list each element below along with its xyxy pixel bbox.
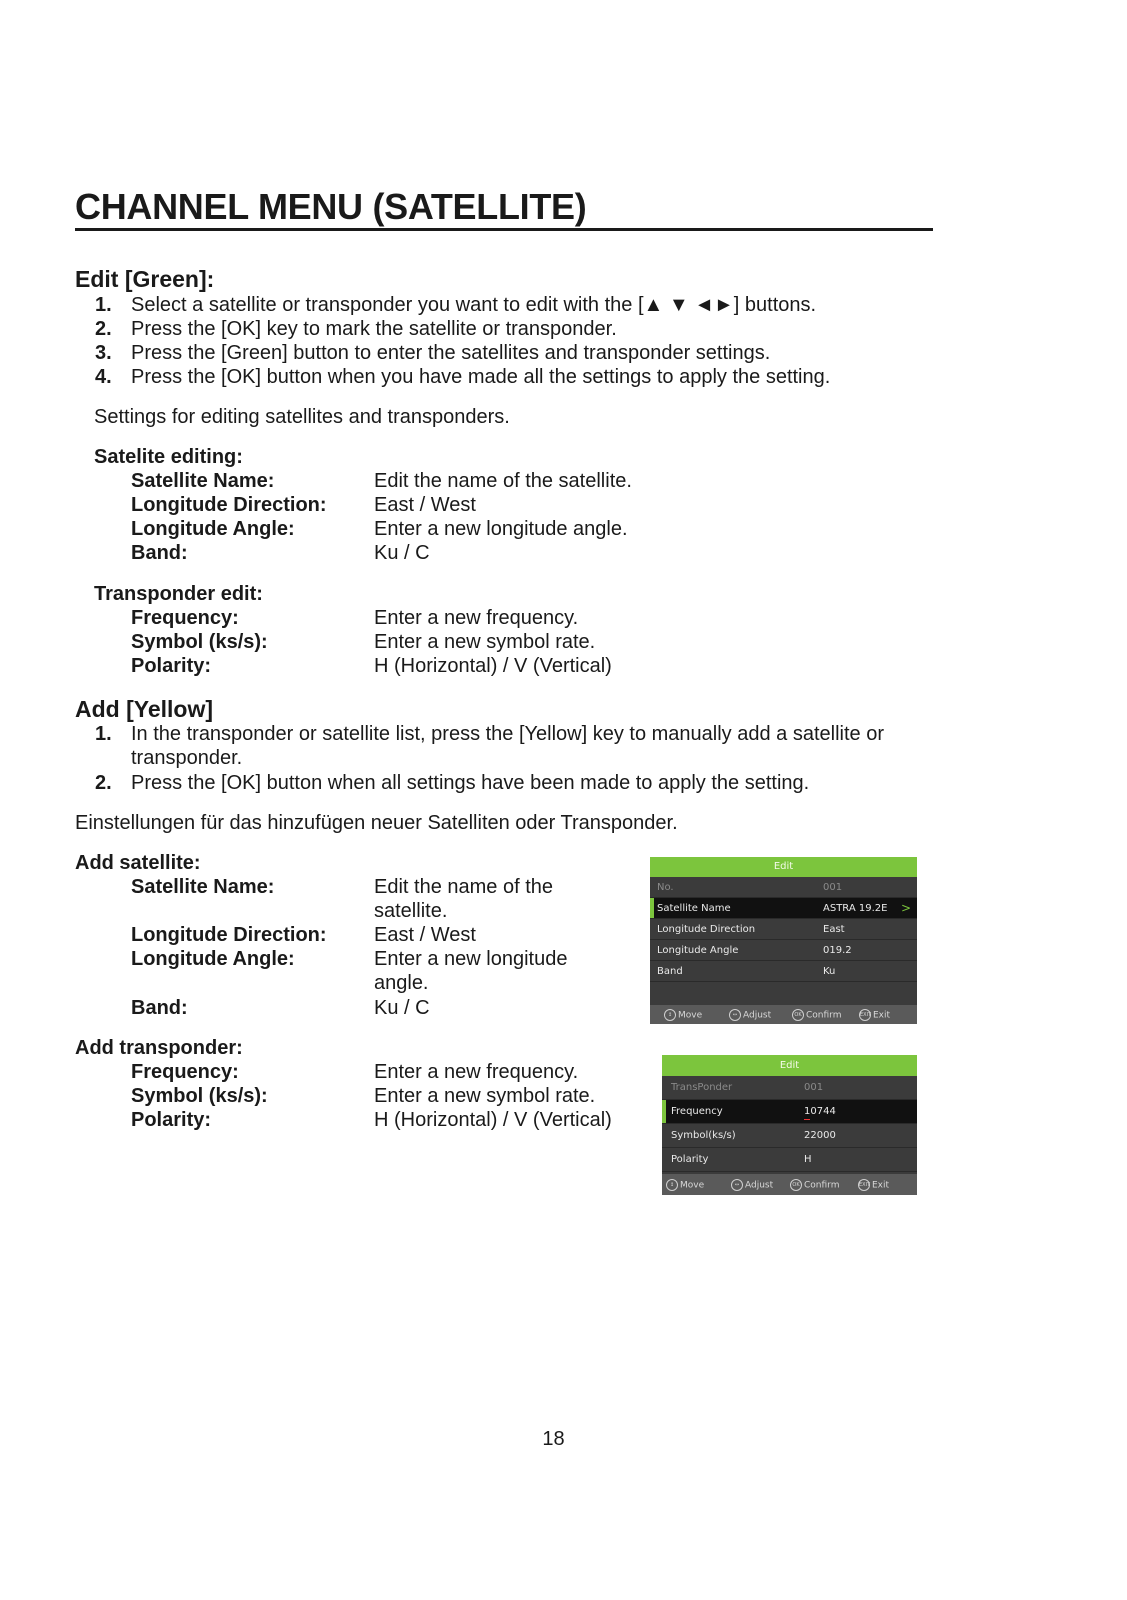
screen-row[interactable] [650,940,917,961]
step-number: 2. [95,772,112,794]
sat-edit-heading: Satelite editing: [94,446,243,468]
edit-cursor [804,1119,810,1120]
page-number: 18 [542,1428,565,1450]
screen-row-label: TransPonder [671,1082,733,1093]
field-label: Symbol (ks/s): [131,1085,268,1107]
screen-row-label: Longitude Direction [657,924,756,935]
field-label: Symbol (ks/s): [131,631,268,653]
screen-row-label: Frequency [671,1106,723,1117]
page-title: CHANNEL MENU (SATELLITE) [75,186,933,231]
field-label: Band: [131,542,188,564]
field-label: Longitude Angle: [131,948,295,970]
step-number: 4. [95,366,112,388]
move-icon: ↕ [666,1179,678,1191]
ok-icon: OK [792,1009,804,1021]
screen-row-value: Ku [823,966,836,977]
field-desc: Enter a new symbol rate. [374,631,596,653]
field-label: Frequency: [131,1061,239,1083]
field-desc: Enter a new frequency. [374,1061,579,1083]
screen-row-value: 22000 [804,1130,836,1141]
adjust-icon: ↔ [729,1009,741,1021]
field-label: Satellite Name: [131,876,275,898]
field-label: Longitude Angle: [131,518,295,540]
step-number: 1. [95,294,112,316]
step-text: Press the [OK] key to mark the satellite or transponder. [131,318,617,340]
field-desc: H (Horizontal) / V (Vertical) [374,1109,612,1131]
field-desc: East / West [374,924,476,946]
confirm-hint: OK Confirm [792,1009,841,1021]
field-desc: Enter a new longitude [374,948,568,970]
move-icon: ↕ [664,1009,676,1021]
screen-row-value: 10744 [804,1106,836,1117]
step-number: 3. [95,342,112,364]
screen-header: Edit [662,1055,917,1076]
screen-row-label: Polarity [671,1154,709,1165]
screen-row-label: Symbol(ks/s) [671,1130,736,1141]
screen-row-label: Longitude Angle [657,945,739,956]
screen-row[interactable] [662,1148,917,1172]
field-label: Longitude Direction: [131,924,327,946]
screen-row [650,877,917,898]
step-number: 2. [95,318,112,340]
ok-icon: OK [790,1179,802,1191]
step-text: Select a satellite or transponder you want to edit with the [▲ ▼ ◄►] buttons. [131,294,817,316]
field-desc-cont: angle. [374,972,429,994]
transponder-edit-screen [662,1055,917,1195]
add-heading: Add [Yellow] [75,696,213,722]
adjust-hint: ↔ Adjust [731,1179,773,1191]
screen-row-value: East [823,924,845,935]
add-intro: Einstellungen für das hinzufügen neuer Satelliten oder Transponder. [75,812,678,834]
screen-footer [662,1174,917,1195]
screen-row-value: 001 [804,1082,824,1093]
screen-row-value: ASTRA 19.2E [823,903,888,914]
screen-row-label: Satellite Name [657,903,731,914]
screen-row-value: H [804,1154,812,1165]
tp-edit-heading: Transponder edit: [94,583,263,605]
step-text: Press the [Green] button to enter the satellites and transponder settings. [131,342,771,364]
field-label: Polarity: [131,655,212,677]
exit-icon: EXIT [859,1009,871,1021]
field-label: Frequency: [131,607,239,629]
field-desc: East / West [374,494,476,516]
move-hint: ↕ Move [664,1009,702,1021]
screen-row-value: 001 [823,882,843,893]
field-desc: Enter a new symbol rate. [374,1085,596,1107]
adjust-hint: ↔ Adjust [729,1009,771,1021]
screen-footer [650,1005,917,1024]
screen-row-selected[interactable] [662,1100,917,1124]
field-desc: Enter a new frequency. [374,607,579,629]
adjust-icon: ↔ [731,1179,743,1191]
screen-header: Edit [650,857,917,877]
exit-icon: EXIT [858,1179,870,1191]
field-desc: Edit the name of the [374,876,554,898]
screen-row-selected[interactable] [650,898,917,919]
add-tp-heading: Add transponder: [75,1037,243,1059]
field-desc-cont: satellite. [374,900,448,922]
screen-row [662,1076,917,1100]
field-desc: Ku / C [374,997,430,1019]
screen-row-label: Band [657,966,683,977]
exit-hint: EXIT Exit [859,1180,890,1191]
exit-hint: EXIT Exit [860,1010,891,1021]
step-number: 1. [95,723,112,745]
field-label: Polarity: [131,1109,212,1131]
chevron-right-icon: > [900,901,911,915]
screen-row[interactable] [650,961,917,982]
screen-row-value: 019.2 [823,945,852,956]
field-desc: Enter a new longitude angle. [374,518,628,540]
edit-intro: Settings for editing satellites and transponders. [94,406,510,428]
field-label: Satellite Name: [131,470,275,492]
move-hint: ↕ Move [666,1179,704,1191]
edit-heading: Edit [Green]: [75,266,215,292]
screen-row[interactable] [650,919,917,940]
field-desc: H (Horizontal) / V (Vertical) [374,655,612,677]
screen-row[interactable] [662,1124,917,1148]
step-text: Press the [OK] button when you have made all the settings to apply the setting. [131,366,831,388]
step-text: Press the [OK] button when all settings have been made to apply the setting. [131,772,810,794]
screen-row-label: No. [657,882,674,893]
step-text-cont: transponder. [131,747,243,769]
step-text: In the transponder or satellite list, press the [Yellow] key to manually add a satellite or [131,723,884,745]
field-label: Longitude Direction: [131,494,327,516]
confirm-hint: OK Confirm [790,1179,839,1191]
satellite-edit-screen [650,857,917,1024]
add-sat-heading: Add satellite: [75,852,201,874]
field-desc: Edit the name of the satellite. [374,470,632,492]
field-desc: Ku / C [374,542,430,564]
field-label: Band: [131,997,188,1019]
